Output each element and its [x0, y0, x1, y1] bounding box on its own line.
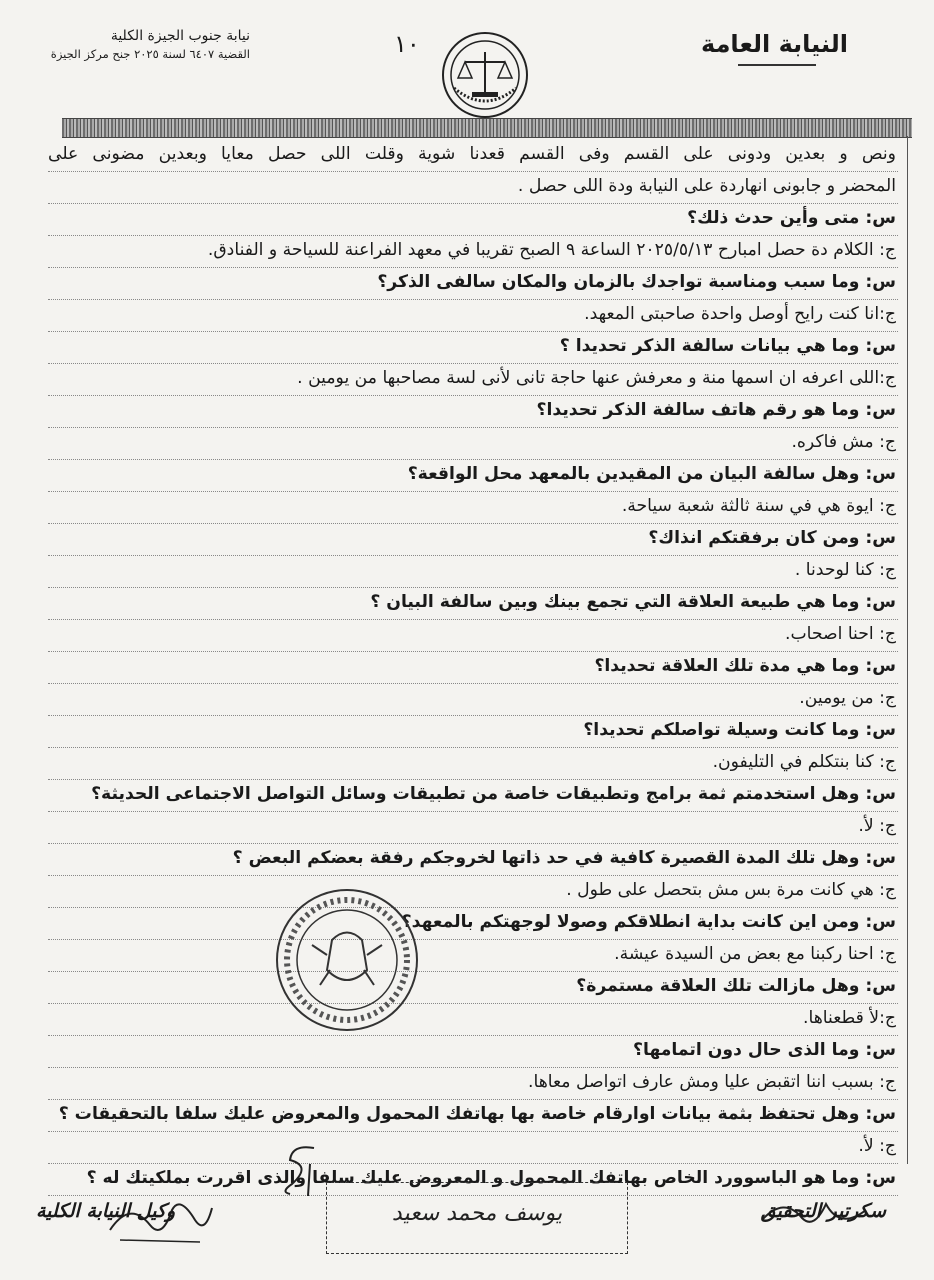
answer-line: ج: ايوة هي في سنة ثالثة شعبة سياحة. [48, 492, 898, 524]
question-line: س: ومن كان برفقتكم انذاك؟ [48, 524, 898, 556]
header-band [62, 118, 912, 138]
interrogation-text [48, 140, 898, 1196]
question-line: س: وهل مازالت تلك العلاقة مستمرة؟ [48, 972, 898, 1004]
header-title: النيابة العامة [701, 30, 848, 58]
case-number: القضية ٦٤٠٧ لسنة ٢٠٢٥ جنح مركز الجيزة [50, 47, 250, 61]
answer-line: ج: الكلام دة حصل امبارح ٢٠٢٥/٥/١٣ الساعة ٩ الصبح تقريبا في معهد الفراعنة للسياحة و الفنادق. [48, 236, 898, 268]
question-line: س: وما هو رقم هاتف سالفة الذكر تحديدا؟ [48, 396, 898, 428]
question-line: س: وهل سالفة البيان من المقيدين بالمعهد محل الواقعة؟ [48, 460, 898, 492]
header-court-info [30, 26, 250, 62]
scales-seal-icon [440, 30, 530, 120]
signature-box [326, 1182, 628, 1254]
prosecutor-label: وكيل النيابة الكلية [36, 1200, 176, 1222]
answer-line: ج: مش فاكره. [48, 428, 898, 460]
answer-line: ج:لأ قطعناها. [48, 1004, 898, 1036]
answer-line: ج:انا كنت رايح أوصل واحدة صاحبتى المعهد. [48, 300, 898, 332]
answer-line: ج: احنا اصحاب. [48, 620, 898, 652]
answer-line: ج: من يومين. [48, 684, 898, 716]
answer-line: ج: احنا ركبنا مع بعض من السيدة عيشة. [48, 940, 898, 972]
margin-rule [907, 136, 908, 1164]
question-line: س: وما هي طبيعة العلاقة التي تجمع بينك وبين سالفة البيان ؟ [48, 588, 898, 620]
question-line: س: وما هي مدة تلك العلاقة تحديدا؟ [48, 652, 898, 684]
question-line: س: متى وأين حدث ذلك؟ [48, 204, 898, 236]
official-stamp-icon [272, 885, 422, 1035]
question-line: س: وهل استخدمتم ثمة برامج وتطبيقات خاصة من تطبيقات وسائل التواصل الاجتماعى الحديثة؟ [48, 780, 898, 812]
header-title-underline [738, 64, 816, 66]
court-name: نيابة جنوب الجيزة الكلية [110, 28, 250, 44]
page-number: ١٠ [394, 30, 420, 58]
answer-line: ج:اللى اعرفه ان اسمها منة و معرفش عنها حاجة تانى لأنى لسة مصاحبها من يومين . [48, 364, 898, 396]
signature-name: يوسف محمد سعيد [391, 1201, 563, 1226]
answer-line: ج: هي كانت مرة بس مش بتحصل على طول . [48, 876, 898, 908]
question-line: س: وهل تلك المدة القصيرة كافية في حد ذاتها لخروجكم رفقة بعضكم البعض ؟ [48, 844, 898, 876]
secretary-label: سكرتير التحقيق [760, 1200, 886, 1222]
intro-line: ونص و بعدين ودونى على القسم وفى القسم قعدنا شوية وقلت اللى حصل معايا وبعدين مضونى على [48, 140, 898, 172]
question-line: س: وما سبب ومناسبة تواجدك بالزمان والمكان سالفى الذكر؟ [48, 268, 898, 300]
question-line: س: وهل تحتفظ بثمة بيانات اوارقام خاصة بها بهاتفك المحمول والمعروض عليك سلفا بالتحقيقات ؟ [48, 1100, 898, 1132]
question-line: س: وما الذى حال دون اتمامها؟ [48, 1036, 898, 1068]
answer-line: ج: لأ. [48, 1132, 898, 1164]
answer-line: ج: لأ. [48, 812, 898, 844]
answer-line: ج: كنا لوحدنا . [48, 556, 898, 588]
question-line: س: وما هي بيانات سالفة الذكر تحديدا ؟ [48, 332, 898, 364]
answer-line: ج: بسبب اننا اتقبض عليا ومش عارف اتواصل معاها. [48, 1068, 898, 1100]
intro-line: المحضر و جابونى انهاردة على النيابة ودة اللى حصل . [48, 172, 898, 204]
question-line: س: ومن اين كانت بداية انطلاقكم وصولا لوجهتكم بالمعهد؟ [48, 908, 898, 940]
handwritten-number-icon [262, 1140, 332, 1200]
question-line: س: وما كانت وسيلة تواصلكم تحديدا؟ [48, 716, 898, 748]
answer-line: ج: كنا بنتكلم في التليفون. [48, 748, 898, 780]
question-line: س: وما هو الباسوورد الخاص بهاتفك المحمول و المعروض عليك سلفا والذى اقررت بملكيتك له ؟ [48, 1164, 898, 1196]
